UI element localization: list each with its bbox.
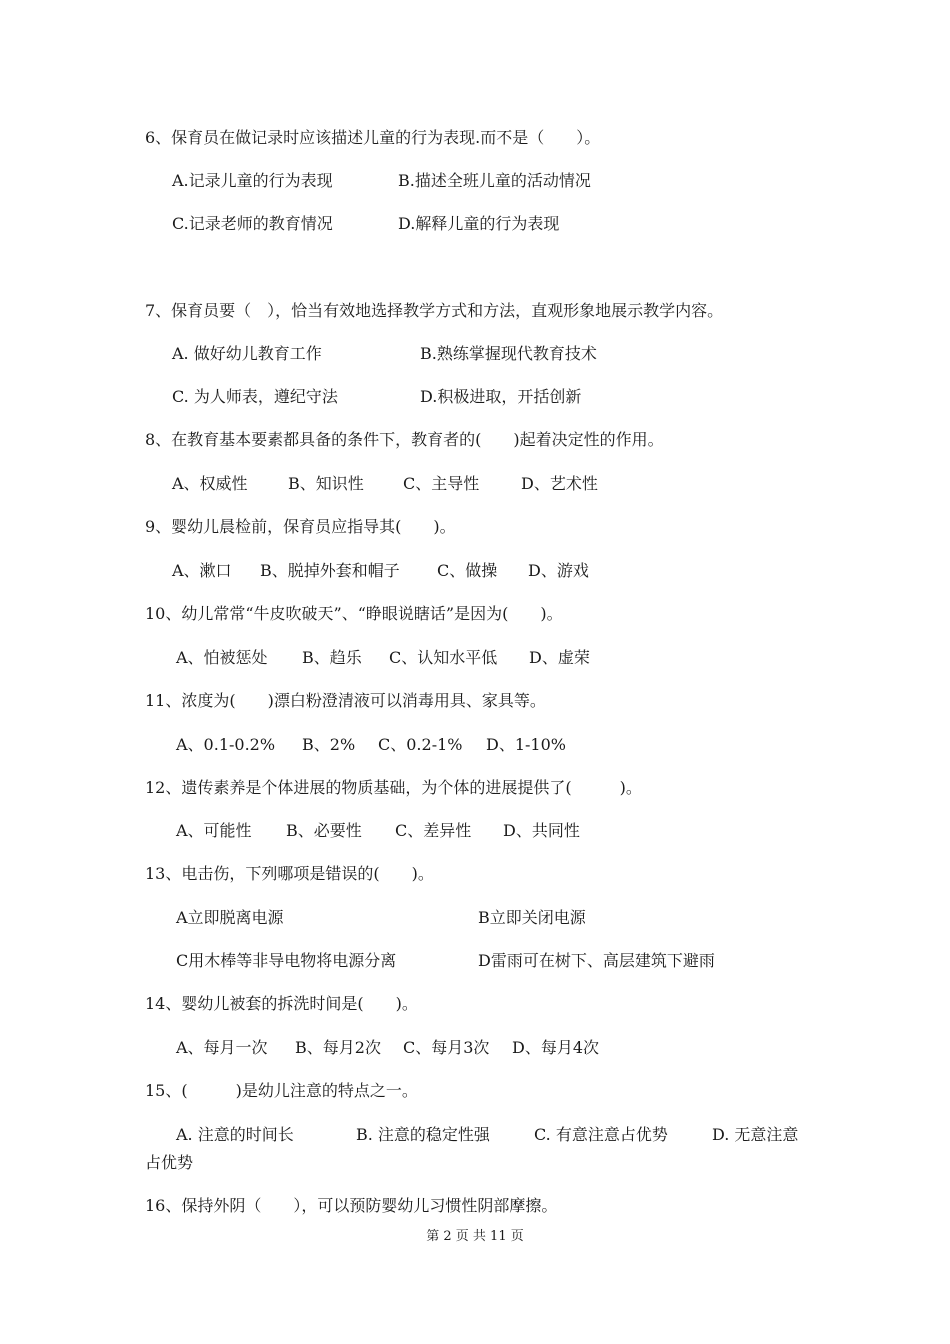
question-13-option-b: B立即关闭电源 (478, 908, 586, 927)
question-8-option-c: C、主导性 (403, 474, 480, 493)
question-8-option-d: D、艺术性 (521, 474, 598, 493)
question-10-option-d: D、虚荣 (529, 648, 590, 667)
question-9-stem: 9、婴幼儿晨检前，保育员应指导其( )。 (145, 517, 456, 536)
question-15-option-d: D. 无意注意 (712, 1125, 799, 1144)
question-10-option-c: C、认知水平低 (389, 648, 498, 667)
question-7-option-a: A. 做好幼儿教育工作 (172, 344, 322, 363)
question-6-stem: 6、保育员在做记录时应该描述儿童的行为表现.而不是（ ）。 (145, 128, 601, 147)
question-6-option-d: D.解释儿童的行为表现 (398, 214, 560, 233)
question-9-option-d: D、游戏 (528, 561, 589, 580)
question-11-option-b: B、2% (302, 735, 356, 754)
question-15-option-a: A. 注意的时间长 (176, 1125, 294, 1144)
question-14-option-d: D、每月4次 (512, 1038, 600, 1057)
question-8-option-b: B、知识性 (288, 474, 364, 493)
question-7-option-b: B.熟练掌握现代教育技术 (420, 344, 597, 363)
question-6-option-c: C.记录老师的教育情况 (172, 214, 333, 233)
question-10-option-a: A、怕被惩处 (176, 648, 268, 667)
question-15-option-c: C. 有意注意占优势 (534, 1125, 668, 1144)
page-number-footer: 第 2 页 共 11 页 (426, 1229, 524, 1244)
question-15-option-b: B. 注意的稳定性强 (356, 1125, 490, 1144)
question-12-stem: 12、遗传素养是个体进展的物质基础，为个体的进展提供了( )。 (145, 778, 642, 797)
question-12-option-a: A、可能性 (176, 821, 252, 840)
question-7-stem: 7、保育员要（ ），恰当有效地选择教学方式和方法，直观形象地展示教学内容。 (145, 301, 724, 320)
question-11-option-d: D、1-10% (486, 735, 566, 754)
question-10-option-b: B、趋乐 (302, 648, 362, 667)
question-13-option-a: A立即脱离电源 (176, 908, 284, 927)
question-7-option-d: D.积极进取，开括创新 (420, 387, 582, 406)
question-15-option-d-continuation: 占优势 (145, 1153, 194, 1172)
question-9-option-c: C、做操 (437, 561, 498, 580)
question-7-option-c: C. 为人师表，遵纪守法 (172, 387, 338, 406)
question-8-option-a: A、权威性 (172, 474, 248, 493)
question-9-option-a: A、漱口 (172, 561, 232, 580)
question-13-option-d: D雷雨可在树下、高层建筑下避雨 (478, 951, 715, 970)
question-14-option-b: B、每月2次 (295, 1038, 381, 1057)
question-11-option-a: A、0.1-0.2% (176, 735, 276, 754)
question-12-option-d: D、共同性 (503, 821, 580, 840)
question-11-stem: 11、浓度为( )漂白粉澄清液可以消毒用具、家具等。 (145, 691, 546, 710)
question-14-option-c: C、每月3次 (403, 1038, 490, 1057)
question-14-option-a: A、每月一次 (176, 1038, 268, 1057)
question-6-option-a: A.记录儿童的行为表现 (172, 171, 333, 190)
question-8-stem: 8、在教育基本要素都具备的条件下，教育者的( )起着决定性的作用。 (145, 430, 664, 449)
question-15-stem: 15、( )是幼儿注意的特点之一。 (145, 1081, 418, 1100)
question-6-option-b: B.描述全班儿童的活动情况 (398, 171, 591, 190)
question-13-stem: 13、电击伤，下列哪项是错误的( )。 (145, 864, 434, 883)
question-12-option-c: C、差异性 (395, 821, 472, 840)
question-13-option-c: C用木棒等非导电物将电源分离 (176, 951, 397, 970)
question-16-stem: 16、保持外阴（ ），可以预防婴幼儿习惯性阴部摩擦。 (145, 1196, 558, 1215)
question-14-stem: 14、婴幼儿被套的拆洗时间是( )。 (145, 994, 418, 1013)
question-10-stem: 10、幼儿常常“牛皮吹破天”、“睁眼说瞎话”是因为( )。 (145, 604, 563, 623)
question-9-option-b: B、脱掉外套和帽子 (260, 561, 400, 580)
question-12-option-b: B、必要性 (286, 821, 362, 840)
question-11-option-c: C、0.2-1% (378, 735, 463, 754)
